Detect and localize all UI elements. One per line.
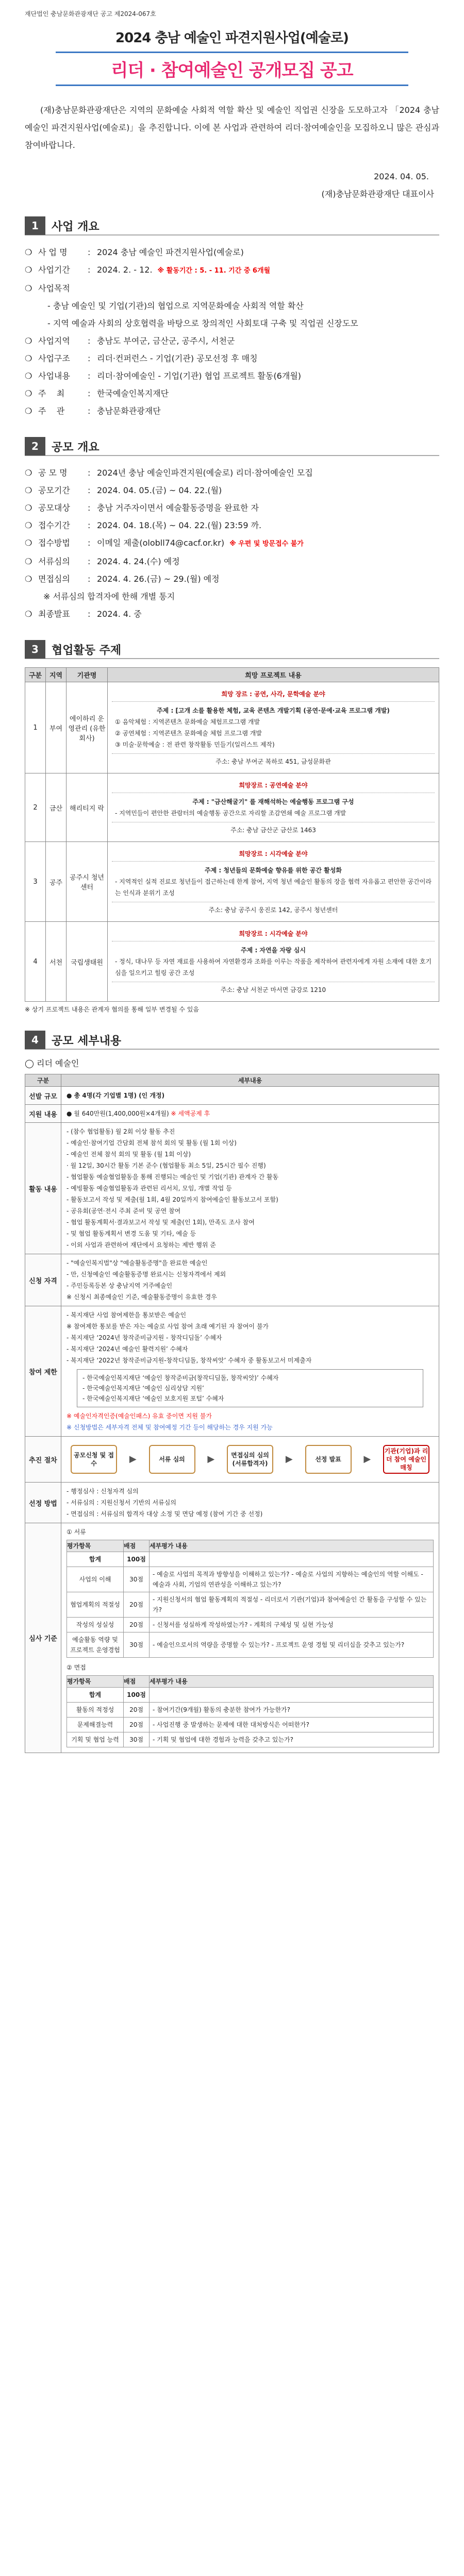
section-1-list bbox=[25, 244, 439, 420]
criteria-score: 20점 bbox=[124, 1718, 150, 1732]
detail-line: · 월 12일, 30시간 활동 기본 준수 (협업활동 최소 5일, 25시간 필수 진행) bbox=[67, 1162, 266, 1169]
project-cell bbox=[108, 922, 439, 1002]
row-org: 국립생태원 bbox=[67, 922, 108, 1002]
detail-table bbox=[25, 1074, 439, 1753]
detail-line: ※ 신청시 최종예술인 기준, 예술활동증명이 유효한 경우 bbox=[67, 1293, 217, 1301]
announce-org: (재)충남문화관광재단 대표이사 bbox=[321, 189, 434, 199]
doc-number: 재단법인 충남문화관광재단 공고 제2024-067호 bbox=[25, 10, 156, 18]
list-item: ❍ 사업기간 : 2024. 2. - 12. ※ 활동기간 : 5. - 11. 기간 중 6개월 bbox=[25, 265, 271, 275]
row-region: 서천 bbox=[46, 922, 67, 1002]
row-number: 3 bbox=[25, 842, 46, 922]
criteria-item: 활동의 적정성 bbox=[67, 1703, 124, 1718]
row-org: 에이하리 운영관리 (유한회사) bbox=[67, 682, 108, 773]
list-item: ❍ 서류심의 : 2024. 4. 24.(수) 예정 bbox=[25, 557, 180, 566]
subsection-title: ◯ 리더 예술인 bbox=[25, 1058, 79, 1068]
section-number: 3 bbox=[25, 640, 45, 659]
detail-line: - 행정심사 : 신청자격 심의 bbox=[67, 1488, 139, 1495]
table-footnote: ※ 상기 프로젝트 내용은 관계자 협의를 통해 일부 변경될 수 있음 bbox=[25, 1006, 200, 1013]
criteria-item: 협업계획의 적절성 bbox=[67, 1592, 124, 1618]
criteria-desc: - 기획 및 협업에 대한 경험과 능력을 갖추고 있는가? bbox=[150, 1732, 434, 1747]
project-address: 주소: 충남 금산군 금산로 1463 bbox=[112, 822, 435, 837]
flow-step: 서류 심의 bbox=[149, 1445, 195, 1474]
title-main: 리더 · 참여예술인 공개모집 공고 bbox=[111, 60, 353, 81]
intro-paragraph: (재)충남문화관광재단은 지역의 문화예술 사회적 역할 확산 및 예술인 직업권 신장을 도모하고자 「2024 충남 예술인 파견지원사업(예술로)」을 추진합니다. 이에 본 사업과 관련하여 리더·참여예술인을 모집하오니 많은 관심과 참여바랍니다. bbox=[25, 105, 439, 150]
section-number: 1 bbox=[25, 216, 45, 235]
project-title: 주제 : "금산해굴기" 를 재해석하는 예술행동 프로그램 구성 bbox=[192, 798, 354, 805]
criteria-item: 문제해결능력 bbox=[67, 1718, 124, 1732]
total-label: 합계 bbox=[67, 1688, 124, 1703]
table-header: 세부내용 bbox=[61, 1074, 439, 1087]
table-row: 참여 제한 - 복지재단 사업 참여제한을 통보받은 예술인 ※ 참여제한 통보를 받은 자는 예술로 사업 참여 초래 예기된 자 참여이 불가 - 복지재단 ‘2024년 창작준비금지원 - 창작디딤돌’ 수혜자 - 복지재단 ‘2024년 예술인 활력지원’ 수혜자 - 복지재단 ‘2022년 창작준비금지원-창작디딤돌, 창작씨앗’ 수혜자 중 활동보고서 미제출자 - 한국예술인복지재단 ‘예술인 창작준비금(창작디딤돌, 창작씨앗)’ 수혜자 - 한국예술인복지재단 ‘예술인 심리상담 지원’ - 한국예술인복지재단 ‘예술인 보호지원 포털’ 수혜자 ※ 예술인자격인증(예술인패스) 유효 중이면 지원 불가 ※ 신청방법은 세부자격 전체 및 참여예정 기간 등이 해당하는 경우 지원 가능 bbox=[25, 1306, 439, 1437]
list-item: ❍ 사업지역 : 충남도 부여군, 금산군, 공주시, 서천군 bbox=[25, 336, 235, 346]
total-score: 100점 bbox=[124, 1688, 150, 1703]
table-row: 선발 규모 ● 총 4명(각 기업별 1명) (인 개정) bbox=[25, 1087, 439, 1105]
purpose-line: - 지역 예술과 사회의 상호협력을 바탕으로 창의적인 사회토대 구축 및 직업권 신장도모 bbox=[47, 318, 358, 328]
project-line: ③ 미술·문학예술 : 전 관련 창작활동 민들기(일러스트 제작) bbox=[115, 741, 275, 748]
restriction-box bbox=[77, 1369, 423, 1407]
section-title: 공모 세부내용 bbox=[52, 1034, 122, 1048]
list-item: ❍ 접수기간 : 2024. 04. 18.(목) ~ 04. 22.(월) 23:59 까. bbox=[25, 520, 262, 530]
criteria-desc: - 지원신청서의 협업 활동계획의 적절성 - 리더로서 기관(기업)과 참여예술인 간 활동을 구성할 수 있는가? bbox=[150, 1592, 434, 1618]
list-item: ❍ 공모기간 : 2024. 04. 05.(금) ~ 04. 22.(월) bbox=[25, 485, 222, 495]
table-row: 심사 기준 ① 서류 평가항목 배점 세부평가 내용 합계 100점 사업의 이해 30점 - 예술로 사업의 목적과 방향성을 이해하고 있는가? - 예술로 사업의 지향하는 예술인의 역할 이해도 - 예술과 사회, 기업의 연관성을 이해하고 있는가? 협업계획의 적절성 20점 - 지원신청서의 협업 활동계획의 적절성 - 리더로서 기관(기업)과 참여예술인 간 활동을 구성할 수 있는가? 작성의 성실성 20점 - 신청서를 성실하게 작성하였는가? - 계획의 구체성 및 실현 가능성 예술활동 역량 및 프로젝트 운영경험 30점 - 예술인으로서의 역량을 증명할 수 있는가? - 프로젝트 운영 경험 및 리더십을 갖추고 있는가? ② 면접 평가항목 배점 세부평가 내용 합계 100점 활동의 적정성 20점 - 참여기간(9개월) 활동의 충분한 참여가 가능한가? 문제해결능력 20점 - 사업진행 중 발생하는 문제에 대한 대처방식은 어떠한가? 기획 및 협업 능력 30점 - 기획 및 협업에 대한 경험과 능력을 갖추고 있는가? bbox=[25, 1523, 439, 1753]
arrow-right-icon: ▶ bbox=[129, 1454, 137, 1464]
criteria-item: 예술활동 역량 및 프로젝트 운영경험 bbox=[67, 1632, 124, 1658]
project-title: 주제 : 청년들의 문화예술 향유를 위한 공간 활성화 bbox=[205, 867, 342, 874]
purpose-line: - 충남 예술인 및 기업(기관)의 협업으로 지역문화예술 사회적 역할 확산 bbox=[47, 301, 304, 311]
restriction-note-blue: ※ 신청방법은 세부자격 전체 및 참여예정 기간 등이 해당하는 경우 지원 가능 bbox=[67, 1424, 273, 1431]
interview-criteria-table: 평가항목 배점 세부평가 내용 합계 100점 활동의 적정성 20점 - 참여기간(9개월) 활동의 충분한 참여가 가능한가? 문제해결능력 20점 - 사업진행 중 발생하는 문제에 대한 대처방식은 어떠한가? 기획 및 협업 능력 30점 - 기획 및 협업에 대한 경험과 능력을 갖추고 있는가? bbox=[67, 1675, 434, 1747]
table-row bbox=[25, 682, 439, 773]
row-number: 4 bbox=[25, 922, 46, 1002]
table-row bbox=[67, 1552, 434, 1567]
restriction-note-red: ※ 예술인자격인증(예술인패스) 유효 중이면 지원 불가 bbox=[67, 1412, 212, 1420]
section-title: 공모 개요 bbox=[52, 441, 100, 454]
detail-line: - 예술인·참여기업 간담회 전체 참석 회의 및 활동 (월 1회 이상) bbox=[67, 1139, 237, 1147]
detail-line: - 협업 활동계획서·결과보고서 작성 및 제출(인 1회), 만족도 조사 참여 bbox=[67, 1219, 255, 1226]
flow-step: 선정 발표 bbox=[305, 1445, 352, 1474]
title-sub: 2024 충남 예술인 파견지원사업(예술로) bbox=[115, 30, 349, 46]
section-2-header bbox=[25, 437, 439, 456]
project-line: ② 공연체험 : 지역콘텐츠 문화예술 체험 프로그램 개발 bbox=[115, 730, 262, 737]
project-cell bbox=[108, 842, 439, 922]
detail-line: - "예술인복지법"상 "예술활동증명"을 완료한 예술인 bbox=[67, 1259, 208, 1267]
detail-line: - 공유회(공연·전시 주최 준비 및 공연 참여 bbox=[67, 1207, 181, 1215]
project-cell bbox=[108, 773, 439, 842]
detail-line: ※ 참여제한 통보를 받은 자는 예술로 사업 참여 초래 예기된 자 참여이 불가 bbox=[67, 1323, 269, 1330]
table-header: 희망 프로젝트 내용 bbox=[108, 668, 439, 682]
section-number: 4 bbox=[25, 1031, 45, 1049]
doc-criteria-table: 평가항목 배점 세부평가 내용 합계 100점 사업의 이해 30점 - 예술로 사업의 목적과 방향성을 이해하고 있는가? - 예술로 사업의 지향하는 예술인의 역할 이해도 - 예술과 사회, 기업의 연관성을 이해하고 있는가? 협업계획의 적절성 20점 - 지원신청서의 협업 활동계획의 적절성 - 리더로서 기관(기업)과 참여예술인 간 활동을 구성할 수 있는가? 작성의 성실성 20점 - 신청서를 성실하게 작성하였는가? - 계획의 구체성 및 실현 가능성 예술활동 역량 및 프로젝트 운영경험 30점 - 예술인으로서의 역량을 증명할 수 있는가? - 프로젝트 운영 경험 및 리더십을 갖추고 있는가? bbox=[67, 1540, 434, 1658]
criteria-item: 작성의 성실성 bbox=[67, 1618, 124, 1632]
criteria-score: 20점 bbox=[124, 1703, 150, 1718]
section-3-header bbox=[25, 641, 439, 659]
arrow-right-icon: ▶ bbox=[285, 1454, 293, 1464]
detail-line: - 복지재단 ‘2024년 창작준비금지원 - 창작디딤돌’ 수혜자 bbox=[67, 1334, 222, 1341]
table-row: 활동 내용 - (참수 협업활동) 월 2회 이상 활동 추진 - 예술인·참여기업 간담회 전체 참석 회의 및 활동 (월 1회 이상) - 예술인 전체 참석 회의 및 활동 (월 1회 이상) · 월 12일, 30시간 활동 기본 준수 (협업활동 최소 5일, 25시간 필수 진행) - 협업활동 예술협업활동을 통해 진행되는 예술인 및 기업(기관) 관계자 간 활동 - 예빙활동 예술협업활동과 관련된 리서치, 모임, 개별 작업 등 - 활동보고서 작성 및 제출(월 1회, 4월 20일까지 참여예술인 활동보고서 포함) - 공유회(공연·전시 주최 준비 및 공연 참여 - 협업 활동계획서·결과보고서 작성 및 제출(인 1회), 만족도 조사 참여 - 및 협업 활동계획서 변경 도움 및 기타, 예술 등 - 이외 사업과 관련하여 재단에서 요청하는 제반 행위 준 bbox=[25, 1123, 439, 1254]
criteria-desc: - 신청서를 성실하게 작성하였는가? - 계획의 구체성 및 실현 가능성 bbox=[150, 1618, 434, 1632]
list-item: ❍ 사 업 명 : 2024 충남 예술인 파견지원사업(예술로) bbox=[25, 247, 244, 257]
project-title: 주제 : [고개 소를 활용한 체험, 교육 콘텐츠 개발기획 (공연·문예·교육 프로그램 개발) bbox=[157, 707, 390, 714]
star-note: ※ 서류심의 합격자에 한해 개별 통지 bbox=[43, 592, 175, 601]
section-2-list bbox=[25, 464, 439, 623]
table-row bbox=[67, 1703, 434, 1718]
submission-note: ※ 우편 및 방문접수 불가 bbox=[229, 540, 304, 548]
criteria-subtitle: ① 서류 bbox=[67, 1528, 86, 1536]
list-item: ❍ 사업구조 : 리더·컨퍼런스 - 기업(기관) 공모선정 후 매칭 bbox=[25, 353, 258, 363]
arrow-right-icon: ▶ bbox=[207, 1454, 215, 1464]
criteria-desc: - 참여기간(9개월) 활동의 충분한 참여가 가능한가? bbox=[150, 1703, 434, 1718]
criteria-desc: - 예술로 사업의 목적과 방향성을 이해하고 있는가? - 예술로 사업의 지향하는 예술인의 역할 이해도 - 예술과 사회, 기업의 연관성을 이해하고 있는가? bbox=[150, 1567, 434, 1592]
criteria-desc: - 예술인으로서의 역량을 증명할 수 있는가? - 프로젝트 운영 경험 및 리더십을 갖추고 있는가? bbox=[150, 1632, 434, 1658]
detail-line: - 한국예술인복지재단 ‘예술인 심리상담 지원’ bbox=[82, 1385, 204, 1392]
list-item: ❍ 면접심의 : 2024. 4. 26.(금) ~ 29.(월) 예정 bbox=[25, 574, 220, 584]
list-item: ❍ 사업목적 bbox=[25, 283, 70, 293]
detail-line: - 복지재단 ‘2024년 예술인 활력지원’ 수혜자 bbox=[67, 1345, 188, 1353]
list-item: ❍ 사업내용 : 리더·참여예술인 - 기업(기관) 협업 프로젝트 활동(6개월) bbox=[25, 371, 302, 381]
table-row: 신청 자격 - "예술인복지법"상 "예술활동증명"을 완료한 예술인 - 만, 신청예술인 예술활동증명 완료시는 신청자격에서 제외 - 주민등록등본 상 충남지역 거주예술인 ※ 신청시 최종예술인 기준, 예술활동증명이 유효한 경우 bbox=[25, 1254, 439, 1306]
project-line: - 지역민들이 편안한 관람터의 예술행동 공간으로 자리할 조감연쇄 예술 프로그램 개발 bbox=[115, 810, 346, 817]
table-row bbox=[25, 922, 439, 1002]
project-line: - 지역적인 실적 진료로 청년들이 접근하는데 한계 참여, 지역 청년 예술인 활동의 장을 협력 자유롭고 편안한 공간이라는 인식과 분위기 조성 bbox=[115, 878, 432, 897]
section-4-header bbox=[25, 1031, 439, 1050]
flow-step: 면접심의 심의 (서류합격자) bbox=[227, 1445, 273, 1474]
project-cell bbox=[108, 682, 439, 773]
project-theme: 희망장르 : 시각예술 분야 bbox=[112, 926, 435, 941]
detail-line: - 및 협업 활동계획서 변경 도움 및 기타, 예술 등 bbox=[67, 1230, 196, 1237]
criteria-score: 30점 bbox=[124, 1732, 150, 1747]
flow-step: 기관(기업)과 리더 참여 예술인 매칭 bbox=[383, 1445, 429, 1474]
criteria-item: 사업의 이해 bbox=[67, 1567, 124, 1592]
criteria-desc: - 사업진행 중 발생하는 문제에 대한 대처방식은 어떠한가? bbox=[150, 1718, 434, 1732]
section-number: 2 bbox=[25, 437, 45, 456]
section-title: 협업활동 주제 bbox=[52, 644, 122, 657]
total-label: 합계 bbox=[67, 1552, 124, 1567]
table-row bbox=[25, 773, 439, 842]
arrow-right-icon: ▶ bbox=[363, 1454, 371, 1464]
table-header: 구분 bbox=[25, 668, 46, 682]
project-theme: 희망 장르 : 공연, 사각, 문학예술 분야 bbox=[112, 686, 435, 702]
project-address: 주소: 충남 공주시 웅진로 142, 공주시 청년센터 bbox=[112, 902, 435, 917]
table-row bbox=[67, 1592, 434, 1618]
detail-line: - 한국예술인복지재단 ‘예술인 보호지원 포털’ 수혜자 bbox=[82, 1395, 224, 1402]
table-header: 기관명 bbox=[67, 668, 108, 682]
announce-date: 2024. 04. 05. bbox=[374, 172, 429, 181]
list-item: ❍ 주 최 : 한국예술인복지재단 bbox=[25, 389, 169, 398]
detail-line: - 만, 신청예술인 예술활동증명 완료시는 신청자격에서 제외 bbox=[67, 1271, 226, 1278]
list-item: ❍ 공모대상 : 충남 거주자이면서 예술활동증명을 완료한 자 bbox=[25, 503, 259, 513]
row-region: 공주 bbox=[46, 842, 67, 922]
project-line: ① 음악체험 : 지역콘텐츠 문화예술 체험프로그램 개발 bbox=[115, 718, 260, 726]
project-line: - 정식, 대나무 등 자연 재료를 사용하여 자연환경과 조화를 이루는 작품을 제작하여 관련자에게 자원 소재에 대한 호기심을 일으키고 힐링 공간 조성 bbox=[115, 958, 432, 976]
table-row: 지원 내용 ● 월 640만원(1,400,000원×4개월) ※ 세액공제 후 bbox=[25, 1105, 439, 1123]
project-address: 주소: 충남 부여군 복하로 451, 금성문화관 bbox=[112, 753, 435, 769]
row-number: 1 bbox=[25, 682, 46, 773]
project-theme: 희망장르 : 공연예술 분야 bbox=[112, 778, 435, 793]
section-title: 사업 개요 bbox=[52, 220, 100, 233]
detail-line: - 예술인 전체 참석 회의 및 활동 (월 1회 이상) bbox=[67, 1151, 191, 1158]
period-note: ※ 활동기간 : 5. - 11. 기간 중 6개월 bbox=[157, 267, 271, 275]
detail-line: - 주민등록등본 상 충남지역 거주예술인 bbox=[67, 1282, 173, 1289]
process-flow bbox=[67, 1440, 434, 1479]
criteria-score: 20점 bbox=[124, 1618, 150, 1632]
table-row: 추진 절차 공모신청 및 접수 ▶ 서류 심의 ▶ 면접심의 심의 (서류합격자) ▶ 선정 발표 ▶ 기관(기업)과 리더 참여 예술인 매칭 bbox=[25, 1437, 439, 1483]
project-title: 주제 : 자연을 자랑 심시 bbox=[241, 947, 306, 954]
detail-line: - 예빙활동 예술협업활동과 관련된 리서치, 모임, 개별 작업 등 bbox=[67, 1185, 232, 1192]
table-row: 선정 방법 - 행정심사 : 신청자격 심의 - 서류심의 : 지원신청서 기반의 서류심의 - 면접심의 : 서류심의 합격자 대상 소정 및 면담 예정 (참여 기간 중 선정) bbox=[25, 1483, 439, 1523]
table-row bbox=[67, 1567, 434, 1592]
table-row bbox=[67, 1618, 434, 1632]
detail-line: - 활동보고서 작성 및 제출(월 1회, 4월 20일까지 참여예술인 활동보고서 포함) bbox=[67, 1196, 278, 1203]
detail-line: - 이외 사업과 관련하여 재단에서 요청하는 제반 행위 준 bbox=[67, 1241, 216, 1249]
table-row bbox=[67, 1632, 434, 1658]
project-address: 주소: 충남 서천군 마서면 금강로 1210 bbox=[112, 982, 435, 997]
table-row bbox=[67, 1718, 434, 1732]
total-score: 100점 bbox=[124, 1552, 150, 1567]
detail-line: - 복지재단 사업 참여제한을 통보받은 예술인 bbox=[67, 1311, 187, 1319]
table-row bbox=[67, 1688, 434, 1703]
detail-line: - (참수 협업활동) 월 2회 이상 활동 추진 bbox=[67, 1128, 175, 1135]
criteria-score: 20점 bbox=[124, 1592, 150, 1618]
criteria-subtitle: ② 면접 bbox=[67, 1664, 86, 1671]
flow-step: 공모신청 및 접수 bbox=[71, 1445, 117, 1474]
detail-line: - 협업활동 예술협업활동을 통해 진행되는 예술인 및 기업(기관) 관계자 간 활동 bbox=[67, 1173, 279, 1181]
section-1-header bbox=[25, 217, 439, 235]
detail-line: - 한국예술인복지재단 ‘예술인 창작준비금(창작디딤돌, 창작씨앗)’ 수혜자 bbox=[82, 1374, 279, 1382]
row-region: 금산 bbox=[46, 773, 67, 842]
list-item: ❍ 접수방법 : 이메일 제출(olobll74@cacf.or.kr) ※ 우편 및 방문접수 불가 bbox=[25, 538, 304, 548]
row-region: 부여 bbox=[46, 682, 67, 773]
list-item: ❍ 주 관 : 충남문화관광재단 bbox=[25, 406, 161, 416]
criteria-item: 기획 및 협업 능력 bbox=[67, 1732, 124, 1747]
row-number: 2 bbox=[25, 773, 46, 842]
row-org: 해리티지 락 bbox=[67, 773, 108, 842]
project-theme: 희망장르 : 시각예술 분야 bbox=[112, 846, 435, 862]
detail-line: - 서류심의 : 지원신청서 기반의 서류심의 bbox=[67, 1499, 176, 1506]
table-row bbox=[67, 1732, 434, 1747]
table-header: 구분 bbox=[25, 1074, 61, 1087]
criteria-score: 30점 bbox=[124, 1632, 150, 1658]
table-row bbox=[25, 842, 439, 922]
title-banner bbox=[56, 52, 408, 86]
project-table bbox=[25, 667, 439, 1002]
criteria-score: 30점 bbox=[124, 1567, 150, 1592]
detail-line: - 복지재단 ‘2022년 창작준비금지원-창작디딤돌, 창작씨앗’ 수혜자 중 활동보고서 미제출자 bbox=[67, 1357, 312, 1364]
detail-line: - 면접심의 : 서류심의 합격자 대상 소정 및 면담 예정 (참여 기간 중 선정) bbox=[67, 1510, 263, 1518]
list-item: ❍ 공 모 명 : 2024년 충남 예술인파견지원(예술로) 리더·참여예술인 모집 bbox=[25, 468, 313, 478]
table-header: 지역 bbox=[46, 668, 67, 682]
list-item: ❍ 최종발표 : 2024. 4. 중 bbox=[25, 609, 142, 619]
row-org: 공주시 청년센터 bbox=[67, 842, 108, 922]
